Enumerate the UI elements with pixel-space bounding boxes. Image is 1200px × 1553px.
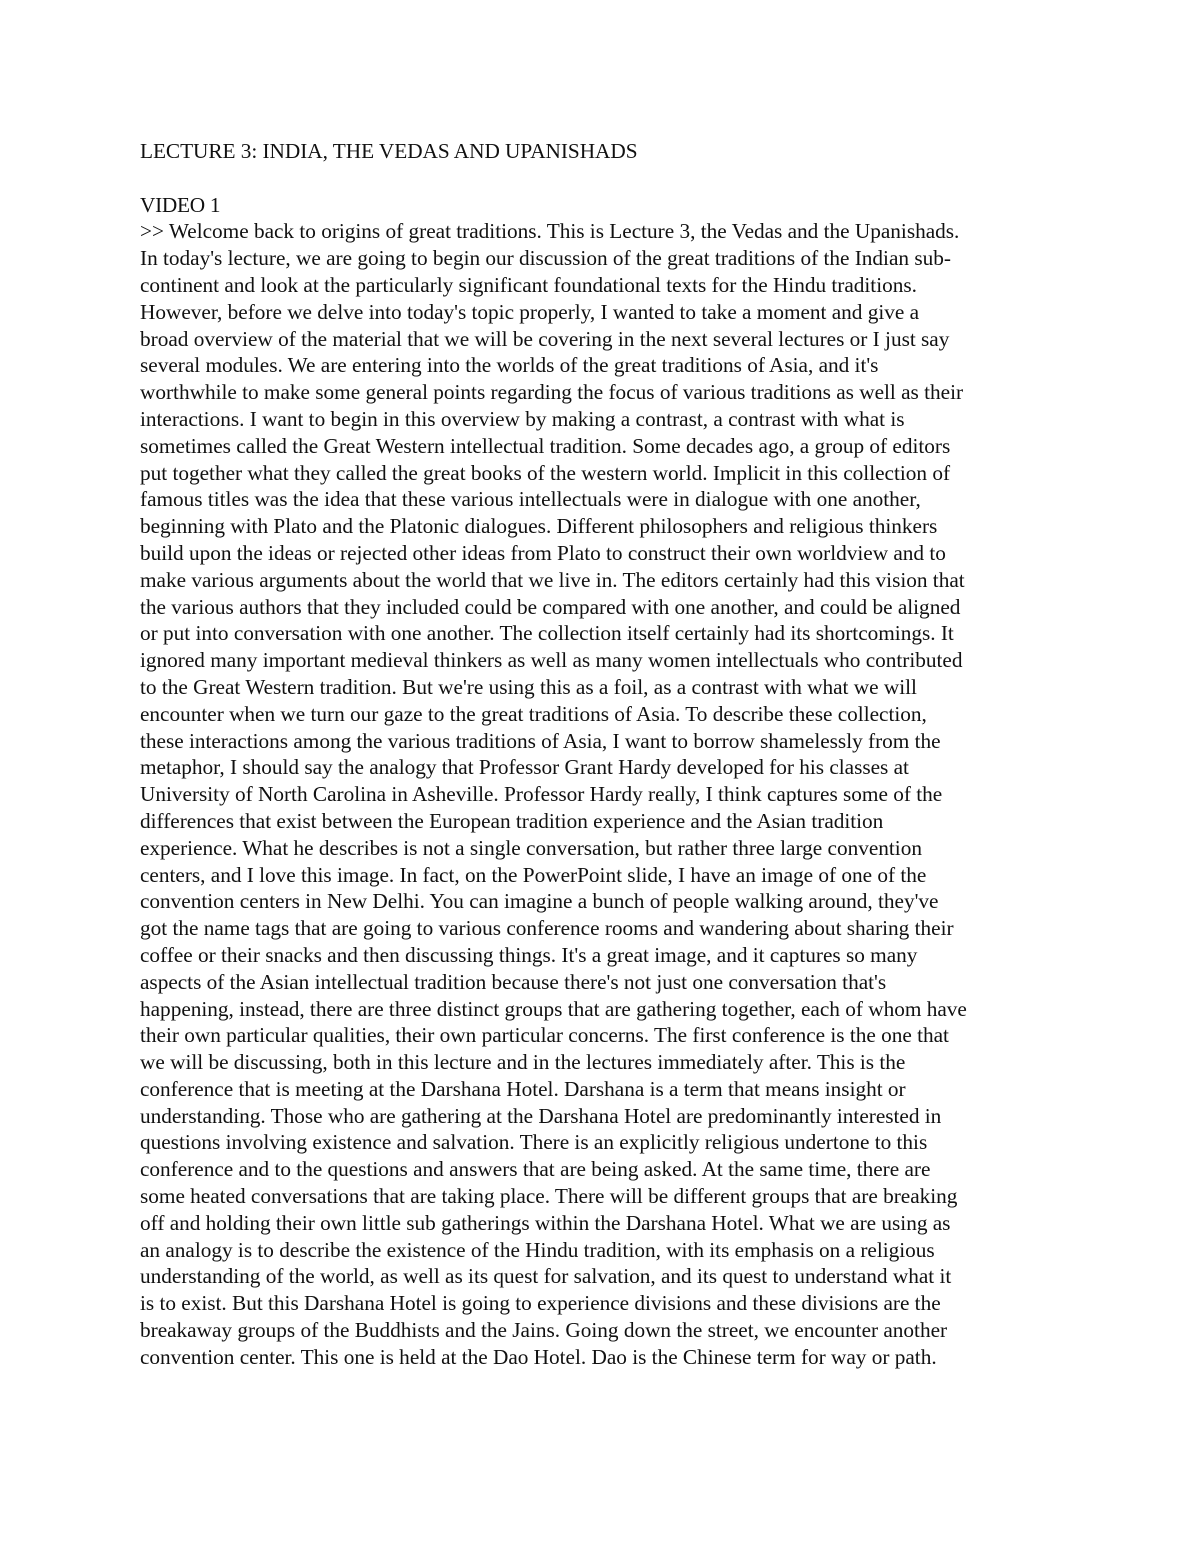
transcript-line: sometimes called the Great Western intellectual tradition. Some decades ago, a group of editors [140, 433, 951, 458]
transcript-line: In today's lecture, we are going to begin our discussion of the great traditions of the Indian sub- [140, 246, 951, 271]
transcript-line: worthwhile to make some general points regarding the focus of various traditions as well as their [140, 380, 964, 405]
transcript-line: convention center. This one is held at the Dao Hotel. Dao is the Chinese term for way or path. [140, 1344, 937, 1369]
transcript-line: we will be discussing, both in this lecture and in the lectures immediately after. This is the [140, 1050, 906, 1075]
transcript-line: beginning with Plato and the Platonic dialogues. Different philosophers and religious thinkers [140, 514, 938, 539]
document-page [140, 138, 1070, 1371]
transcript-line: to the Great Western tradition. But we're using this as a foil, as a contrast with what we will [140, 674, 917, 699]
transcript-line: convention centers in New Delhi. You can imagine a bunch of people walking around, they've [140, 889, 939, 914]
transcript-line: metaphor, I should say the analogy that Professor Grant Hardy developed for his classes at [140, 755, 909, 780]
transcript-line: off and holding their own little sub gatherings within the Darshana Hotel. What we are using as [140, 1210, 951, 1235]
transcript-line: differences that exist between the European tradition experience and the Asian tradition [140, 808, 884, 833]
spacer [140, 165, 1070, 192]
transcript-line: several modules. We are entering into the worlds of the great traditions of Asia, and it's [140, 353, 879, 378]
transcript-line: build upon the ideas or rejected other ideas from Plato to construct their own worldview and to [140, 540, 946, 565]
transcript-line: famous titles was the idea that these various intellectuals were in dialogue with one another, [140, 487, 921, 512]
transcript-line: centers, and I love this image. In fact, on the PowerPoint slide, I have an image of one of the [140, 862, 927, 887]
transcript-line: continent and look at the particularly significant foundational texts for the Hindu traditions. [140, 272, 917, 297]
transcript-line: their own particular qualities, their own particular concerns. The first conference is the one that [140, 1023, 949, 1048]
transcript-line: experience. What he describes is not a single conversation, but rather three large convention [140, 835, 922, 860]
section-heading: VIDEO 1 [140, 192, 221, 217]
transcript-line: got the name tags that are going to various conference rooms and wandering about sharing their [140, 916, 954, 941]
transcript-line: an analogy is to describe the existence of the Hindu tradition, with its emphasis on a religious [140, 1237, 935, 1262]
transcript-line: broad overview of the material that we will be covering in the next several lectures or I just say [140, 326, 950, 351]
transcript-line: University of North Carolina in Asheville. Professor Hardy really, I think captures some of the [140, 782, 943, 807]
transcript-line: interactions. I want to begin in this overview by making a contrast, a contrast with what is [140, 406, 905, 431]
transcript-line: or put into conversation with one another. The collection itself certainly had its shortcomings. It [140, 621, 954, 646]
transcript-line: conference that is meeting at the Darshana Hotel. Darshana is a term that means insight or [140, 1076, 906, 1101]
transcript-line: breakaway groups of the Buddhists and the Jains. Going down the street, we encounter another [140, 1318, 948, 1343]
transcript-line: understanding of the world, as well as its quest for salvation, and its quest to understand what it [140, 1264, 952, 1289]
lecture-title: LECTURE 3: INDIA, THE VEDAS AND UPANISHADS [140, 139, 638, 163]
transcript-line: these interactions among the various traditions of Asia, I want to borrow shamelessly from the [140, 728, 941, 753]
transcript-line: the various authors that they included could be compared with one another, and could be aligned [140, 594, 961, 619]
transcript-line: ignored many important medieval thinkers as well as many women intellectuals who contributed [140, 648, 963, 673]
transcript-line: make various arguments about the world that we live in. The editors certainly had this vision that [140, 567, 965, 592]
transcript-line: >> Welcome back to origins of great traditions. This is Lecture 3, the Vedas and the Upanishads. [140, 219, 960, 244]
transcript-body [140, 218, 1070, 1370]
transcript-line: questions involving existence and salvation. There is an explicitly religious undertone to this [140, 1130, 928, 1155]
transcript-line: coffee or their snacks and then discussing things. It's a great image, and it captures so many [140, 942, 918, 967]
transcript-line: aspects of the Asian intellectual tradition because there's not just one conversation that's [140, 969, 887, 994]
transcript-line: conference and to the questions and answers that are being asked. At the same time, there are [140, 1157, 931, 1182]
transcript-line: put together what they called the great books of the western world. Implicit in this collection of [140, 460, 951, 485]
transcript-line: is to exist. But this Darshana Hotel is going to experience divisions and these divisions are the [140, 1291, 941, 1316]
transcript-line: encounter when we turn our gaze to the great traditions of Asia. To describe these collection, [140, 701, 927, 726]
transcript-line: some heated conversations that are taking place. There will be different groups that are breaking [140, 1184, 958, 1209]
transcript-line: However, before we delve into today's topic properly, I wanted to take a moment and give a [140, 299, 920, 324]
transcript-line: happening, instead, there are three distinct groups that are gathering together, each of whom have [140, 996, 967, 1021]
transcript-line: understanding. Those who are gathering at the Darshana Hotel are predominantly interested in [140, 1103, 942, 1128]
